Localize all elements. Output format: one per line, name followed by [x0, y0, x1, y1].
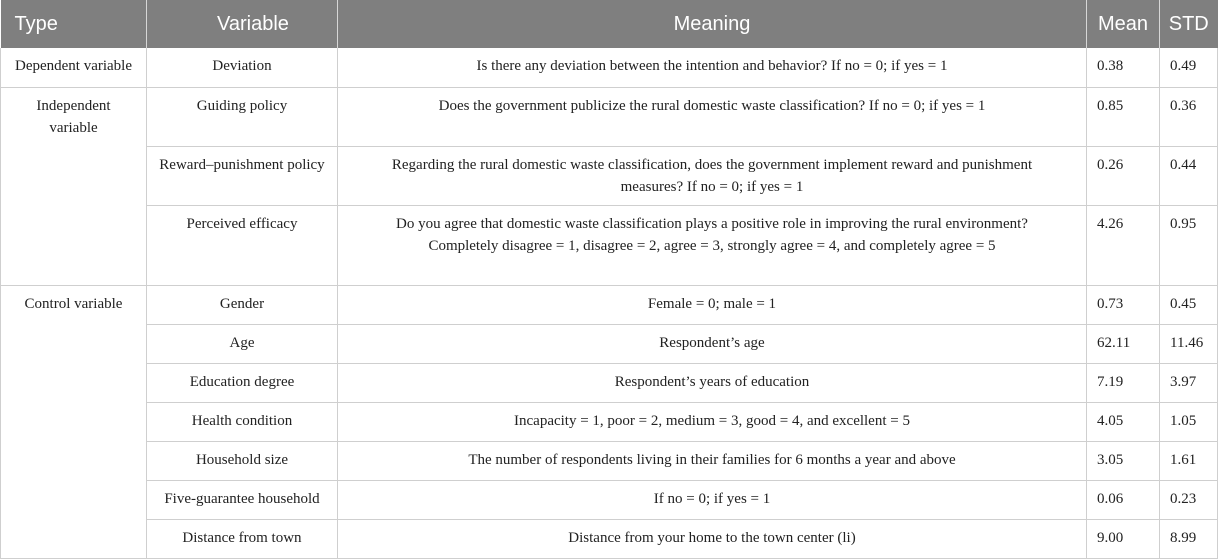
- meaning-cell: Respondent’s age: [338, 324, 1087, 363]
- header-type: Type: [1, 0, 147, 48]
- std-cell: 0.44: [1160, 146, 1218, 205]
- std-cell: 11.46: [1160, 324, 1218, 363]
- meaning-cell: Incapacity = 1, poor = 2, medium = 3, good = 4, and excellent = 5: [338, 402, 1087, 441]
- meaning-cell: Does the government publicize the rural domestic waste classification? If no = 0; if yes = 1: [338, 87, 1087, 146]
- table-row: [1, 402, 1218, 441]
- table-row: [1, 87, 1218, 146]
- variable-cell: Education degree: [147, 363, 338, 402]
- std-cell: 0.36: [1160, 87, 1218, 146]
- meaning-cell: Regarding the rural domestic waste classification, does the government implement reward and punishment measures? If no = 0; if yes = 1: [338, 146, 1087, 205]
- table-row: [1, 324, 1218, 363]
- mean-cell: 4.05: [1087, 402, 1160, 441]
- header-meaning: Meaning: [338, 0, 1087, 48]
- mean-cell: 0.26: [1087, 146, 1160, 205]
- meaning-cell: Is there any deviation between the intention and behavior? If no = 0; if yes = 1: [338, 48, 1087, 87]
- table-row: [1, 205, 1218, 285]
- std-cell: 3.97: [1160, 363, 1218, 402]
- variable-cell: Five-guarantee household: [147, 480, 338, 519]
- type-cell: Dependent variable: [1, 48, 147, 87]
- table-row: [1, 480, 1218, 519]
- table-row: [1, 363, 1218, 402]
- table-row: [1, 285, 1218, 324]
- meaning-cell: If no = 0; if yes = 1: [338, 480, 1087, 519]
- std-cell: 8.99: [1160, 519, 1218, 558]
- header-std: STD: [1160, 0, 1218, 48]
- variable-cell: Household size: [147, 441, 338, 480]
- table-row: [1, 519, 1218, 558]
- variable-cell: Age: [147, 324, 338, 363]
- meaning-cell: Respondent’s years of education: [338, 363, 1087, 402]
- table-row: [1, 48, 1218, 87]
- mean-cell: 0.06: [1087, 480, 1160, 519]
- table-row: [1, 146, 1218, 205]
- variable-cell: Distance from town: [147, 519, 338, 558]
- mean-cell: 7.19: [1087, 363, 1160, 402]
- variable-cell: Gender: [147, 285, 338, 324]
- header-mean: Mean: [1087, 0, 1160, 48]
- mean-cell: 4.26: [1087, 205, 1160, 285]
- mean-cell: 62.11: [1087, 324, 1160, 363]
- std-cell: 0.95: [1160, 205, 1218, 285]
- std-cell: 0.49: [1160, 48, 1218, 87]
- std-cell: 0.23: [1160, 480, 1218, 519]
- table-row: [1, 441, 1218, 480]
- type-cell: Control variable: [1, 285, 147, 558]
- meaning-cell: The number of respondents living in their families for 6 months a year and above: [338, 441, 1087, 480]
- variable-cell: Guiding policy: [147, 87, 338, 146]
- type-cell: Independent variable: [1, 87, 147, 285]
- variable-cell: Reward–punishment policy: [147, 146, 338, 205]
- mean-cell: 3.05: [1087, 441, 1160, 480]
- header-row: [1, 0, 1218, 48]
- variable-cell: Health condition: [147, 402, 338, 441]
- meaning-cell: Do you agree that domestic waste classification plays a positive role in improving the rural environment? Completely disagree = 1, disagree = 2, agree = 3, strongly agree = 4, and completely agree = 5: [338, 205, 1087, 285]
- std-cell: 1.61: [1160, 441, 1218, 480]
- mean-cell: 0.85: [1087, 87, 1160, 146]
- variable-cell: Deviation: [147, 48, 338, 87]
- meaning-cell: Female = 0; male = 1: [338, 285, 1087, 324]
- mean-cell: 9.00: [1087, 519, 1160, 558]
- variable-cell: Perceived efficacy: [147, 205, 338, 285]
- mean-cell: 0.38: [1087, 48, 1160, 87]
- std-cell: 0.45: [1160, 285, 1218, 324]
- mean-cell: 0.73: [1087, 285, 1160, 324]
- meaning-cell: Distance from your home to the town center (li): [338, 519, 1087, 558]
- std-cell: 1.05: [1160, 402, 1218, 441]
- header-variable: Variable: [147, 0, 338, 48]
